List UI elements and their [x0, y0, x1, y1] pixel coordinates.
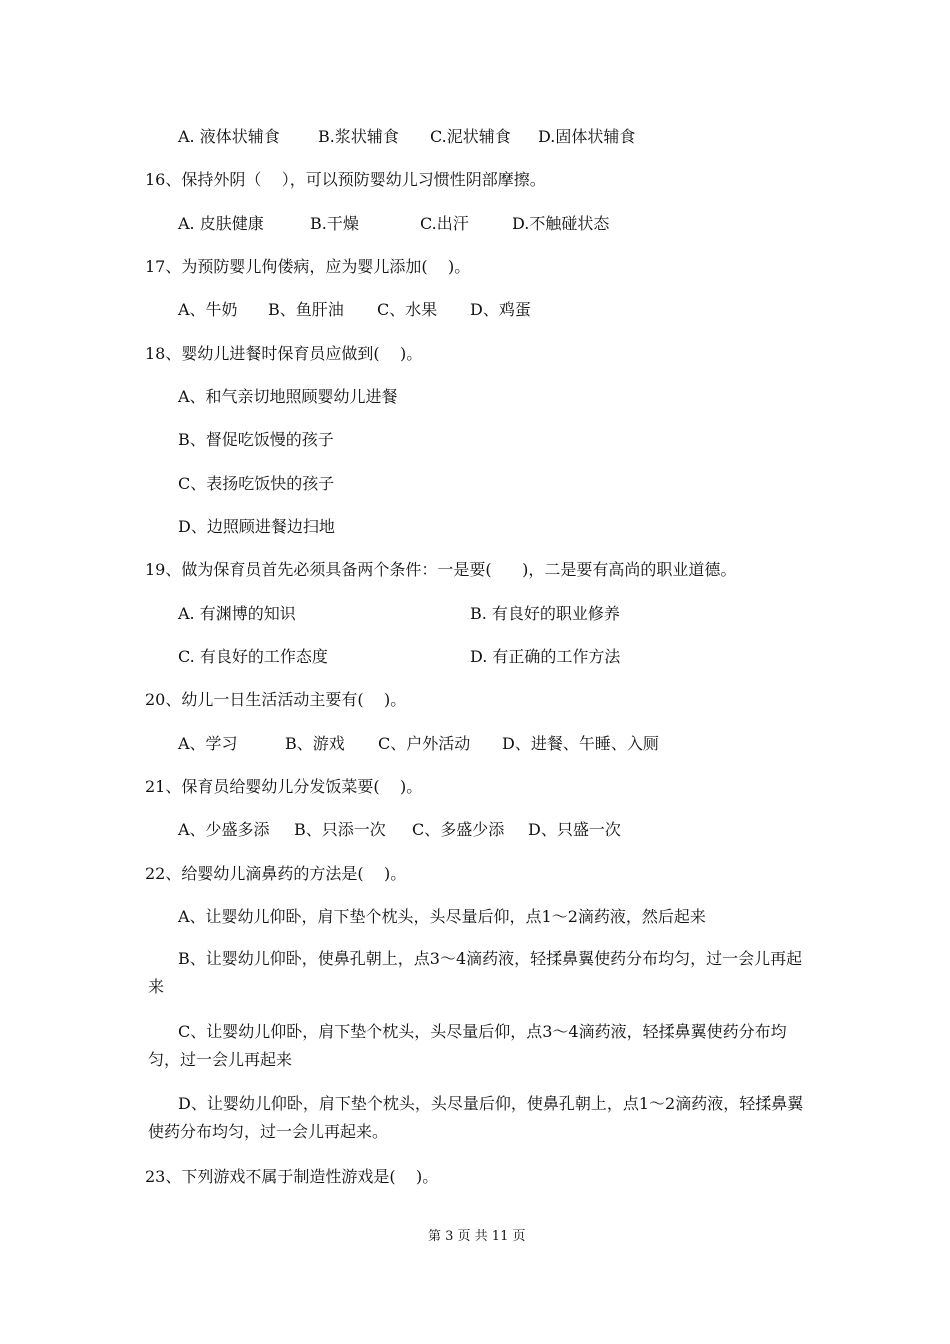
q21-option-d: D、只盛一次 [528, 820, 621, 839]
q16-option-a: A. 皮肤健康 [178, 214, 264, 233]
q20-stem: 20、幼儿一日生活活动主要有( )。 [145, 690, 407, 709]
q15-option-b: B.浆状辅食 [318, 127, 399, 146]
q20-option-b: B、游戏 [285, 734, 345, 753]
q19-option-d: D. 有正确的工作方法 [470, 647, 621, 666]
q15-option-a: A. 液体状辅食 [178, 127, 280, 146]
q18-stem: 18、婴幼儿进餐时保育员应做到( )。 [145, 344, 423, 363]
q20-option-d: D、进餐、午睡、入厕 [502, 734, 659, 753]
q20-option-a: A、学习 [178, 734, 238, 753]
q17-option-a: A、牛奶 [178, 300, 238, 319]
q21-option-c: C、多盛少添 [412, 820, 505, 839]
q19-stem: 19、做为保育员首先必须具备两个条件：一是要( )，二是要有高尚的职业道德。 [145, 560, 737, 579]
q18-option-c: C、表扬吃饭快的孩子 [178, 474, 335, 493]
q16-option-b: B.干燥 [310, 214, 359, 233]
q21-stem: 21、保育员给婴幼儿分发饭菜要( )。 [145, 777, 423, 796]
q17-option-c: C、水果 [377, 300, 438, 319]
q19-option-b: B. 有良好的职业修养 [470, 604, 620, 623]
q22-option-c: C、让婴幼儿仰卧，肩下垫个枕头，头尽量后仰，点3～4滴药液，轻揉鼻翼使药分布均匀，过一会儿再起来 [148, 1022, 787, 1069]
q22-stem: 22、给婴幼儿滴鼻药的方法是( )。 [145, 864, 407, 883]
q18-option-a: A、和气亲切地照顾婴幼儿进餐 [178, 387, 398, 406]
q15-option-c: C.泥状辅食 [430, 127, 511, 146]
q18-option-d: D、边照顾进餐边扫地 [178, 517, 335, 536]
page-footer: 第 3 页 共 11 页 [428, 1229, 526, 1244]
q20-option-c: C、户外活动 [378, 734, 471, 753]
q17-option-d: D、鸡蛋 [470, 300, 531, 319]
q22-option-b: B、让婴幼儿仰卧，使鼻孔朝上，点3～4滴药液，轻揉鼻翼使药分布均匀，过一会儿再起来 [148, 949, 803, 996]
q21-option-a: A、少盛多添 [178, 820, 270, 839]
q16-stem: 16、保持外阴（ ），可以预防婴幼儿习惯性阴部摩擦。 [145, 170, 546, 189]
q16-option-c: C.出汗 [420, 214, 469, 233]
q19-option-a: A. 有渊博的知识 [178, 604, 296, 623]
q21-option-b: B、只添一次 [294, 820, 386, 839]
q22-option-d: D、让婴幼儿仰卧，肩下垫个枕头，头尽量后仰，使鼻孔朝上，点1～2滴药液，轻揉鼻翼使药分布均匀，过一会儿再起来。 [148, 1094, 804, 1141]
q15-option-d: D.固体状辅食 [538, 127, 636, 146]
q23-stem: 23、下列游戏不属于制造性游戏是( )。 [145, 1167, 439, 1186]
q17-stem: 17、为预防婴儿佝偻病，应为婴儿添加( )。 [145, 257, 471, 276]
q17-option-b: B、鱼肝油 [268, 300, 344, 319]
q22-option-a: A、让婴幼儿仰卧，肩下垫个枕头，头尽量后仰，点1～2滴药液，然后起来 [178, 907, 706, 926]
q16-option-d: D.不触碰状态 [512, 214, 610, 233]
q18-option-b: B、督促吃饭慢的孩子 [178, 430, 334, 449]
q19-option-c: C. 有良好的工作态度 [178, 647, 328, 666]
